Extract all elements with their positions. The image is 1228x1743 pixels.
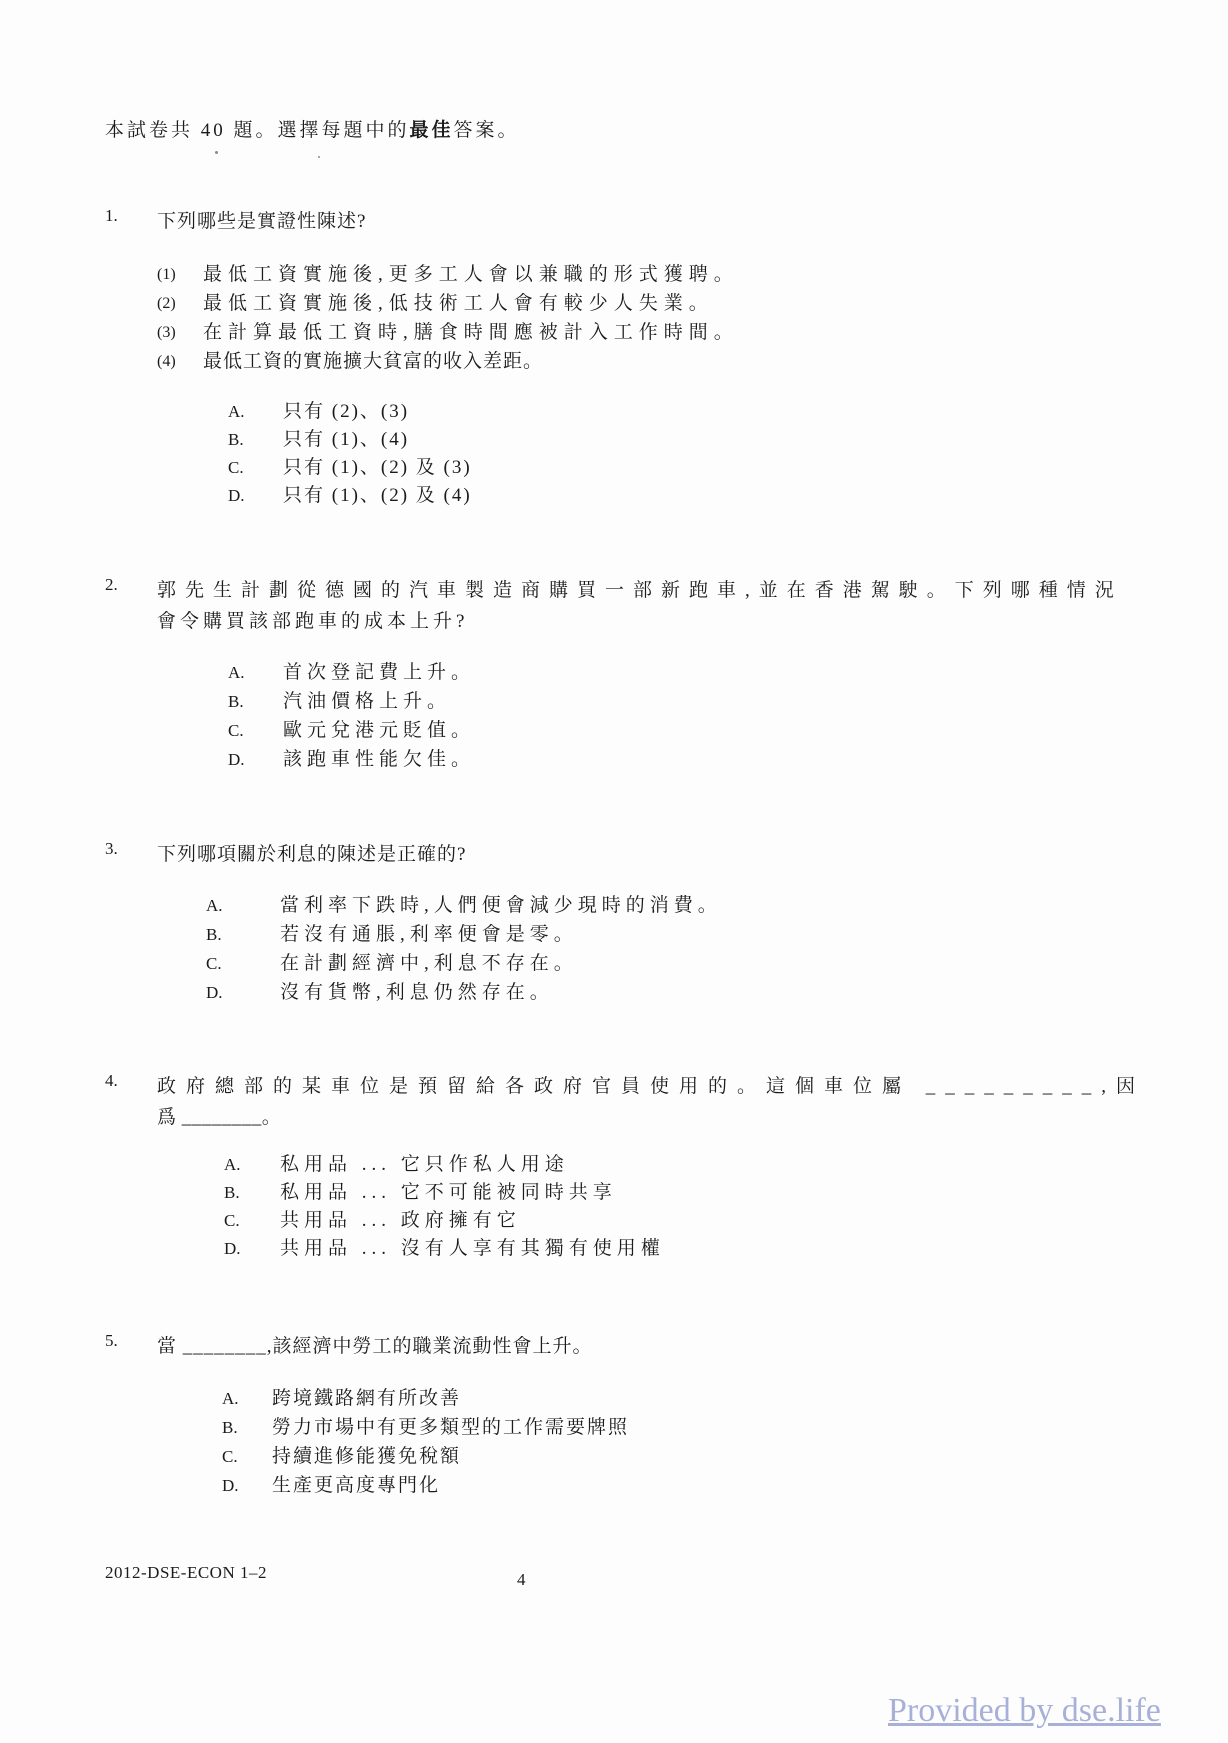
instruction-text-end: 答案。	[453, 120, 520, 141]
statement-text: 最低工資的實施擴大貧富的收入差距。	[203, 351, 544, 372]
option-row	[206, 920, 722, 949]
instruction-text: 本試卷共 40 題。選擇每題中的	[105, 120, 410, 141]
exam-instructions	[105, 115, 520, 142]
option-row	[228, 745, 475, 774]
question-stem-line: 郭先生計劃從德國的汽車製造商購買一部新跑車,並在香港駕駛。下列哪種情況	[157, 580, 1123, 601]
option-text: 歐元兌港元貶值。	[283, 720, 476, 741]
option-label: A.	[228, 402, 245, 421]
paper-code: 2012-DSE-ECON 1–2	[105, 1563, 267, 1582]
question-stem-line: 下列哪項關於利息的陳述是正確的?	[157, 844, 467, 865]
statement-text: 最低工資實施後,更多工人會以兼職的形式獲聘。	[203, 264, 739, 285]
statement-label: (4)	[157, 353, 176, 370]
option-text: 只有 (1)、(2) 及 (4)	[283, 485, 472, 506]
question-4-options	[224, 1151, 665, 1263]
option-row	[228, 426, 472, 454]
page-number: 4	[517, 1570, 526, 1589]
statement-label: (2)	[157, 295, 176, 312]
question-number: 3.	[105, 839, 118, 858]
option-label: D.	[206, 983, 223, 1002]
option-row	[228, 482, 472, 510]
option-row	[222, 1384, 629, 1413]
option-label: B.	[228, 430, 244, 449]
option-text: 生產更高度專門化	[272, 1475, 441, 1496]
option-label: C.	[206, 954, 222, 973]
option-row	[224, 1207, 665, 1235]
question-1-stem	[105, 206, 1185, 237]
option-text: 汽油價格上升。	[283, 691, 452, 712]
statement-text: 在計算最低工資時,膳食時間應被計入工作時間。	[203, 322, 739, 343]
option-text: 該跑車性能欠佳。	[283, 749, 476, 770]
question-4-stem	[105, 1071, 1195, 1133]
option-row	[222, 1442, 629, 1471]
question-1-options	[228, 398, 472, 510]
question-number: 2.	[105, 575, 118, 594]
option-row	[228, 398, 472, 426]
option-row	[206, 891, 722, 920]
question-stem-line: 爲 ________。	[157, 1107, 282, 1128]
instruction-bold-text: 最佳	[409, 120, 454, 141]
option-label: D.	[222, 1476, 239, 1495]
option-row	[206, 978, 722, 1007]
option-text: 若沒有通脹,利率便會是零。	[280, 924, 578, 945]
option-row	[224, 1235, 665, 1263]
option-text: 共用品 ... 沒有人享有其獨有使用權	[280, 1238, 665, 1259]
statement-row	[157, 318, 739, 347]
option-row	[206, 949, 722, 978]
question-number: 1.	[105, 206, 118, 225]
option-text: 沒有貨幣,利息仍然存在。	[280, 982, 554, 1003]
option-text: 只有 (2)、(3)	[283, 401, 410, 422]
option-label: A.	[224, 1155, 241, 1174]
option-row	[222, 1471, 629, 1500]
option-label: B.	[228, 692, 244, 711]
option-label: C.	[222, 1447, 238, 1466]
scan-speck	[318, 156, 320, 158]
option-text: 在計劃經濟中,利息不存在。	[280, 953, 578, 974]
option-label: A.	[206, 896, 223, 915]
statement-row	[157, 347, 739, 376]
question-number: 5.	[105, 1331, 118, 1350]
question-stem-line: 下列哪些是實證性陳述?	[157, 211, 367, 232]
question-2-stem	[105, 575, 1195, 637]
option-text: 只有 (1)、(4)	[283, 429, 410, 450]
option-text: 只有 (1)、(2) 及 (3)	[283, 457, 472, 478]
statement-text: 最低工資實施後,低技術工人會有較少人失業。	[203, 293, 714, 314]
option-row	[228, 687, 475, 716]
question-5-stem	[105, 1331, 1185, 1362]
option-label: D.	[228, 750, 245, 769]
option-text: 持續進修能獲免稅額	[272, 1446, 462, 1467]
option-text: 跨境鐵路網有所改善	[272, 1388, 462, 1409]
option-text: 首次登記費上升。	[283, 662, 476, 683]
option-label: B.	[222, 1418, 238, 1437]
question-1-statements	[157, 260, 739, 376]
option-text: 共用品 ... 政府擁有它	[280, 1210, 521, 1231]
option-label: C.	[228, 721, 244, 740]
question-stem-line: 當 ________,該經濟中勞工的職業流動性會上升。	[157, 1336, 593, 1357]
option-label: A.	[222, 1389, 239, 1408]
option-text: 私用品 ... 它只作私人用途	[280, 1154, 569, 1175]
statement-row	[157, 289, 739, 318]
statement-row	[157, 260, 739, 289]
question-stem-line: 會令購買該部跑車的成本上升?	[157, 611, 469, 632]
question-2-options	[228, 658, 475, 774]
option-row	[222, 1413, 629, 1442]
option-label: D.	[228, 486, 245, 505]
option-text: 勞力市場中有更多類型的工作需要牌照	[272, 1417, 630, 1438]
option-text: 當利率下跌時,人們便會減少現時的消費。	[280, 895, 722, 916]
question-number: 4.	[105, 1071, 118, 1090]
option-row	[224, 1151, 665, 1179]
option-label: C.	[224, 1211, 240, 1230]
option-label: B.	[206, 925, 222, 944]
option-row	[228, 454, 472, 482]
option-row	[224, 1179, 665, 1207]
scan-speck	[215, 151, 218, 154]
option-label: D.	[224, 1239, 241, 1258]
option-row	[228, 716, 475, 745]
question-stem-line: 政府總部的某車位是預留給各政府官員使用的。這個車位屬 _________,因	[157, 1076, 1146, 1097]
question-3-options	[206, 891, 722, 1007]
statement-label: (1)	[157, 266, 176, 283]
option-label: C.	[228, 458, 244, 477]
question-5-options	[222, 1384, 629, 1500]
option-label: B.	[224, 1183, 240, 1202]
option-text: 私用品 ... 它不可能被同時共享	[280, 1182, 617, 1203]
question-3-stem	[105, 839, 1185, 870]
statement-label: (3)	[157, 324, 176, 341]
option-label: A.	[228, 663, 245, 682]
watermark-link[interactable]: Provided by dse.life	[888, 1692, 1161, 1729]
option-row	[228, 658, 475, 687]
